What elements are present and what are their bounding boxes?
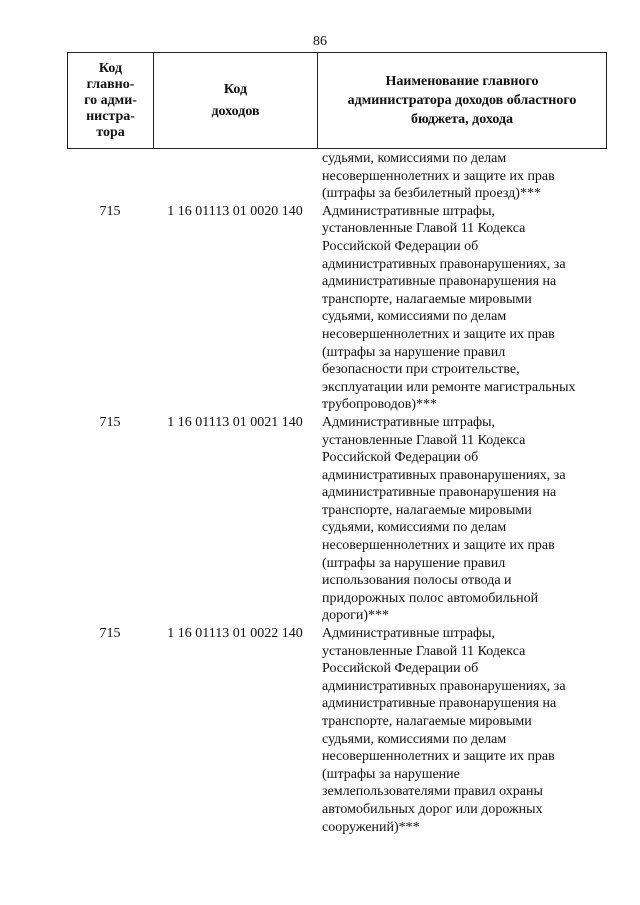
income-name-cell: Административные штрафы, установленные Главой 11 Кодекса Российской Федерации об административных правонарушениях, за административные правонарушения на транспорте, налагаемые мировыми судьями, комиссиями по делам несовершеннолетних и защите их прав (штрафы за нарушение землепользователями правил охраны автомобильных дорог или дорожных сооружений)*** xyxy=(322,626,566,835)
header-income-code: Код доходов xyxy=(154,53,318,148)
table-body xyxy=(0,150,640,836)
table-row xyxy=(0,203,640,414)
header-admin-code: Код главно- го адми- нистра- тора xyxy=(68,53,154,148)
table-row xyxy=(0,414,640,625)
income-name-cell: Административные штрафы, установленные Главой 11 Кодекса Российской Федерации об административных правонарушениях, за административные правонарушения на транспорте, налагаемые мировыми судьями, комиссиями по делам несовершеннолетних и защите их прав (штрафы за нарушение правил безопасности при строительстве, эксплуатации или ремонте магистральных трубопроводов)*** xyxy=(322,203,576,413)
header-name: Наименование главного администратора доходов областного бюджета, дохода xyxy=(347,74,577,127)
table-row xyxy=(0,150,640,203)
table-header xyxy=(67,52,607,149)
admin-code-cell: 715 xyxy=(99,626,121,642)
admin-code-cell: 715 xyxy=(99,414,121,430)
page-number: 86 xyxy=(313,34,327,49)
table-row xyxy=(0,625,640,836)
income-code-cell: 1 16 01113 01 0021 140 xyxy=(167,414,303,430)
income-code-cell: 1 16 01113 01 0020 140 xyxy=(167,203,303,219)
admin-code-cell: 715 xyxy=(99,203,121,219)
income-name-cell: судьями, комиссиями по делам несовершеннолетних и защите их прав (штрафы за безбилетный проезд)*** xyxy=(322,151,555,202)
income-code-cell: 1 16 01113 01 0022 140 xyxy=(167,626,303,642)
income-name-cell: Административные штрафы, установленные Главой 11 Кодекса Российской Федерации об административных правонарушениях, за административные правонарушения на транспорте, налагаемые мировыми судьями, комиссиями по делам несовершеннолетних и защите их прав (штрафы за нарушение правил использования полосы отвода и придорожных полос автомобильной дороги)*** xyxy=(322,414,566,624)
